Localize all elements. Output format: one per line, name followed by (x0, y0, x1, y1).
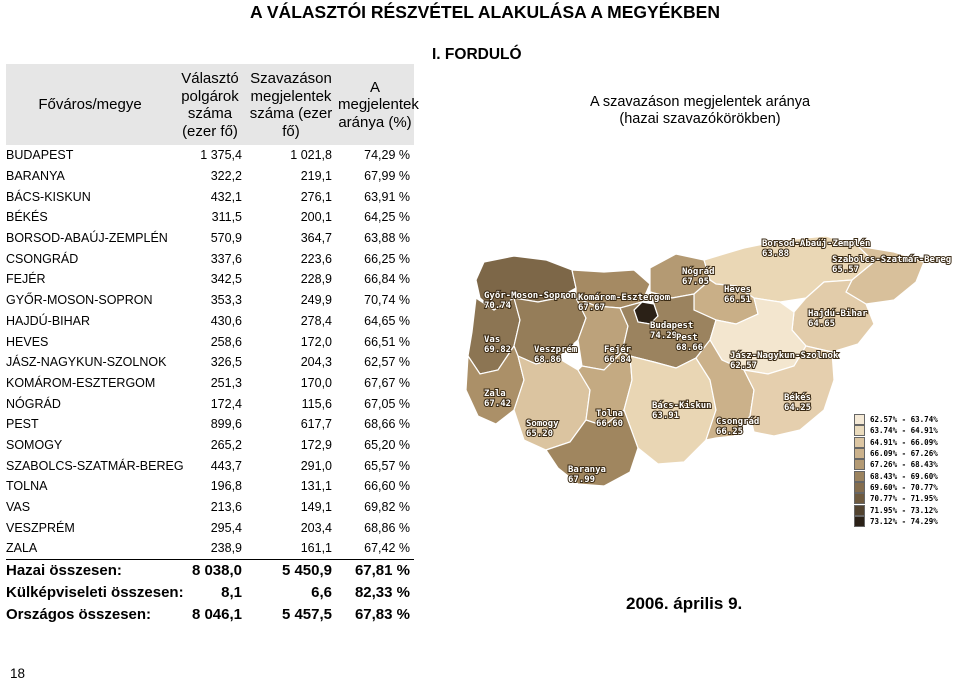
county-name-cell: VESZPRÉM (6, 520, 75, 535)
turnout-count-cell: 172,9 (300, 437, 332, 452)
county-name-cell: CSONGRÁD (6, 251, 79, 266)
turnout-count-cell: 200,1 (300, 210, 332, 225)
voters-cell: 251,3 (210, 375, 242, 390)
county-value-label: 64.25 (784, 403, 812, 413)
voters-cell: 322,2 (210, 169, 242, 184)
turnout-count-cell: 223,6 (300, 251, 332, 266)
voters-cell: 265,2 (210, 437, 242, 452)
legend-swatch (854, 459, 865, 470)
turnout-pct-cell: 70,74 % (364, 293, 410, 308)
round-label: I. FORDULÓ (432, 46, 522, 63)
county-name-cell: JÁSZ-NAGYKUN-SZOLNOK (6, 355, 167, 370)
turnout-count-cell: 5 457,5 (281, 606, 332, 624)
legend-item (854, 425, 958, 436)
county-name-cell: Hazai összesen: (6, 559, 174, 582)
county-name-label: Tolna (596, 409, 624, 419)
county-name-cell: VAS (6, 500, 31, 515)
table-row (6, 331, 414, 352)
turnout-pct-cell: 62,57 % (364, 355, 410, 370)
county-value-label: 68.86 (534, 355, 562, 365)
total-row (6, 559, 414, 582)
county-value-label: 67.42 (484, 399, 512, 409)
turnout-pct-cell: 66,51 % (364, 334, 410, 349)
table-row (6, 186, 414, 207)
voters-cell: 337,6 (210, 251, 242, 266)
voters-cell: 238,9 (210, 541, 242, 556)
legend-item (854, 482, 958, 493)
legend-label: 64.91% - 66.09% (870, 437, 938, 447)
voters-cell: 295,4 (210, 520, 242, 535)
table-row (6, 352, 414, 373)
county-name-label: Békés (784, 393, 812, 403)
county-name-cell: ZALA (6, 541, 38, 556)
voters-cell: 213,6 (210, 500, 242, 515)
turnout-count-cell: 249,9 (300, 293, 332, 308)
county-name-label: Fejér (604, 345, 632, 355)
legend-item (854, 504, 958, 515)
turnout-pct-cell: 63,91 % (364, 189, 410, 204)
voters-cell: 258,6 (210, 334, 242, 349)
turnout-count-cell: 131,1 (300, 479, 332, 494)
turnout-pct-cell: 68,66 % (364, 417, 410, 432)
turnout-count-cell: 278,4 (300, 313, 332, 328)
legend-label: 63.74% - 64.91% (870, 426, 938, 436)
legend-swatch (854, 516, 865, 527)
voters-cell: 172,4 (210, 396, 242, 411)
county-value-label: 63.91 (652, 411, 680, 421)
turnout-count-cell: 617,7 (300, 417, 332, 432)
header-turnout-pct: A megjelentek aránya (%) (336, 64, 414, 145)
turnout-count-cell: 203,4 (300, 520, 332, 535)
voters-cell: 1 375,4 (200, 148, 242, 163)
total-row (6, 604, 414, 626)
county-name-cell: FEJÉR (6, 272, 46, 287)
turnout-pct-cell: 66,60 % (364, 479, 410, 494)
legend-swatch (854, 448, 865, 459)
county-name-label: Pest (676, 333, 698, 343)
table-row (6, 269, 414, 290)
legend-label: 68.43% - 69.60% (870, 471, 938, 481)
turnout-pct-cell: 65,57 % (364, 458, 410, 473)
county-name-label: Komárom-Esztergom (578, 293, 671, 303)
voters-cell: 432,1 (210, 189, 242, 204)
county-name-cell: BUDAPEST (6, 148, 74, 163)
header-voters: Választó polgárok száma (ezer fő) (174, 64, 246, 145)
map-title (560, 94, 840, 128)
table-body (6, 145, 414, 626)
legend-item (854, 470, 958, 481)
county-name-cell: PEST (6, 417, 39, 432)
legend-swatch (854, 471, 865, 482)
voters-cell: 342,5 (210, 272, 242, 287)
legend-item (854, 448, 958, 459)
page-title: A VÁLASZTÓI RÉSZVÉTEL ALAKULÁSA A MEGYÉKBEN (250, 2, 720, 22)
election-date: 2006. április 9. (626, 594, 743, 613)
header-county: Főváros/megye (6, 64, 174, 145)
legend-item (854, 437, 958, 448)
voters-cell: 196,8 (210, 479, 242, 494)
voters-cell: 326,5 (210, 355, 242, 370)
voters-cell: 899,6 (210, 417, 242, 432)
turnout-pct-cell: 69,82 % (364, 500, 410, 515)
turnout-count-cell: 291,0 (300, 458, 332, 473)
map-title-line1: A szavazáson megjelentek aránya (589, 94, 811, 110)
turnout-count-cell: 219,1 (300, 169, 332, 184)
table-row (6, 373, 414, 394)
table-row (6, 435, 414, 456)
county-name-cell: KOMÁROM-ESZTERGOM (6, 375, 156, 390)
county-name-cell: BARANYA (6, 169, 65, 184)
turnout-pct-cell: 82,33 % (354, 584, 410, 602)
turnout-pct-cell: 67,67 % (364, 375, 410, 390)
county-name-label: Budapest (650, 321, 694, 331)
county-name-label: Veszprém (534, 345, 578, 355)
turnout-pct-cell: 63,88 % (364, 231, 410, 246)
turnout-pct-cell: 67,42 % (364, 541, 410, 556)
county-value-label: 67.05 (682, 277, 710, 287)
table-row (6, 311, 414, 332)
turnout-pct-cell: 64,25 % (364, 210, 410, 225)
legend-swatch (854, 414, 865, 425)
turnout-count-cell: 364,7 (300, 231, 332, 246)
table-row (6, 290, 414, 311)
table-row (6, 228, 414, 249)
legend-swatch (854, 425, 865, 436)
table-row (6, 497, 414, 518)
county-value-label: 66.60 (596, 419, 624, 429)
voters-cell: 430,6 (210, 313, 242, 328)
turnout-count-cell: 5 450,9 (246, 559, 336, 582)
legend-swatch (854, 482, 865, 493)
turnout-count-cell: 6,6 (311, 584, 332, 602)
county-name-label: Zala (484, 389, 506, 399)
legend-label: 62.57% - 63.74% (870, 415, 938, 425)
table-row (6, 166, 414, 187)
county-name-cell: NÓGRÁD (6, 396, 61, 411)
legend-label: 70.77% - 71.95% (870, 494, 938, 504)
table-row (6, 393, 414, 414)
county-name-cell: BÉKÉS (6, 210, 48, 225)
county-value-label: 66.51 (724, 295, 752, 305)
turnout-count-cell: 276,1 (300, 189, 332, 204)
legend-item (854, 414, 958, 425)
turnout-count-cell: 115,6 (301, 396, 332, 411)
turnout-count-cell: 172,0 (300, 334, 332, 349)
county-name-cell: BÁCS-KISKUN (6, 189, 91, 204)
legend-label: 73.12% - 74.29% (870, 516, 938, 526)
turnout-count-cell: 228,9 (300, 272, 332, 287)
voters-cell: 8 038,0 (174, 559, 246, 582)
county-value-label: 68.66 (676, 343, 704, 353)
legend-swatch (854, 505, 865, 516)
table-row (6, 414, 414, 435)
county-name-cell: HAJDÚ-BIHAR (6, 313, 91, 328)
county-name-cell: HEVES (6, 334, 49, 349)
county-name-label: Borsod-Abaúj-Zemplén (762, 239, 871, 249)
turnout-count-cell: 170,0 (300, 375, 332, 390)
county-value-label: 64.65 (808, 319, 836, 329)
turnout-pct-cell: 65,20 % (364, 437, 410, 452)
county-name-label: Győr-Moson-Sopron (484, 291, 577, 301)
county-name-label: Heves (724, 285, 752, 295)
table-row (6, 145, 414, 166)
county-name-label: Bács-Kiskun (652, 401, 712, 411)
county-name-cell: Országos összesen: (6, 606, 152, 624)
legend-label: 67.26% - 68.43% (870, 460, 938, 470)
turnout-pct-cell: 66,25 % (364, 251, 410, 266)
legend-label: 69.60% - 70.77% (870, 482, 938, 492)
county-name-cell: Külképviseleti összesen: (6, 584, 184, 602)
voters-cell: 8,1 (221, 584, 242, 602)
legend-item (854, 493, 958, 504)
county-name-label: Hajdú-Bihar (808, 309, 868, 319)
legend-item (854, 459, 958, 470)
turnout-pct-cell: 67,83 % (354, 606, 410, 624)
turnout-pct-cell: 66,84 % (364, 272, 410, 287)
county-name-cell: SOMOGY (6, 437, 63, 452)
turnout-pct-cell: 67,05 % (364, 396, 410, 411)
legend-item (854, 516, 958, 527)
county-name-cell: BORSOD-ABAÚJ-ZEMPLÉN (6, 231, 168, 246)
turnout-count-cell: 204,3 (300, 355, 332, 370)
county-name-label: Jász-Nagykun-Szolnok (730, 351, 839, 361)
turnout-pct-cell: 67,99 % (364, 169, 410, 184)
county-name-cell: SZABOLCS-SZATMÁR-BEREG (6, 458, 184, 473)
map-legend (854, 414, 958, 527)
county-value-label: 66.84 (604, 355, 632, 365)
county-value-label: 66.25 (716, 427, 744, 437)
table-row (6, 476, 414, 497)
table-row (6, 248, 414, 269)
header-turnout-count: Szavazáson megjelentek száma (ezer fő) (246, 64, 336, 145)
county-value-label: 74.29 (650, 331, 678, 341)
turnout-count-cell: 149,1 (300, 500, 332, 515)
table-header-row (6, 64, 414, 145)
voters-cell: 570,9 (210, 231, 242, 246)
county-value-label: 65.57 (832, 265, 860, 275)
county-value-label: 70.74 (484, 301, 512, 311)
county-value-label: 69.82 (484, 345, 512, 355)
county-name-label: Csongrád (716, 417, 760, 427)
legend-swatch (854, 493, 865, 504)
county-value-label: 63.88 (762, 249, 790, 259)
turnout-count-cell: 1 021,8 (290, 148, 332, 163)
voters-cell: 8 046,1 (191, 606, 242, 624)
county-name-label: Vas (484, 335, 501, 345)
county-value-label: 67.67 (578, 303, 606, 313)
voters-cell: 353,3 (210, 293, 242, 308)
legend-label: 66.09% - 67.26% (870, 449, 938, 459)
county-name-label: Baranya (568, 465, 606, 475)
turnout-table-container (6, 64, 419, 626)
county-name-label: Szabolcs-Szatmár-Bereg (832, 255, 952, 265)
turnout-table (6, 64, 419, 626)
table-row (6, 207, 414, 228)
legend-swatch (854, 437, 865, 448)
county-name-cell: TOLNA (6, 479, 48, 494)
county-value-label: 67.99 (568, 475, 596, 485)
county-value-label: 62.57 (730, 361, 758, 371)
page-number: 18 (10, 666, 26, 681)
table-row (6, 455, 414, 476)
turnout-pct-cell: 68,86 % (364, 520, 410, 535)
voters-cell: 443,7 (210, 458, 242, 473)
legend-label: 71.95% - 73.12% (870, 505, 938, 515)
county-value-label: 65.20 (526, 429, 554, 439)
turnout-pct-cell: 67,81 % (336, 559, 414, 582)
turnout-count-cell: 161,1 (300, 541, 332, 556)
voters-cell: 311,5 (211, 210, 242, 225)
turnout-pct-cell: 74,29 % (364, 148, 410, 163)
county-name-label: Somogy (526, 419, 559, 429)
turnout-pct-cell: 64,65 % (364, 313, 410, 328)
map-title-line2: (hazai szavazókörökben) (619, 111, 781, 127)
county-name-label: Nógrád (682, 267, 715, 277)
table-row (6, 517, 414, 538)
county-name-cell: GYŐR-MOSON-SOPRON (6, 293, 153, 308)
total-row (6, 582, 414, 604)
table-row (6, 538, 414, 559)
